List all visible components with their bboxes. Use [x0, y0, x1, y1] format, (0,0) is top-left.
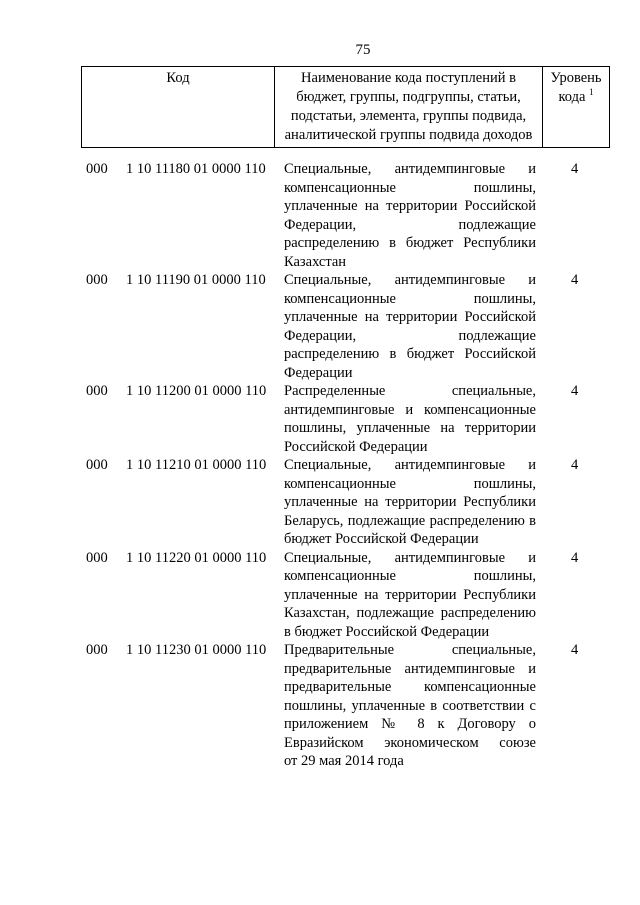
table-row [86, 382, 606, 456]
revenue-description [284, 160, 536, 271]
description-line: приложением № 8 к Договору о [284, 716, 536, 732]
code-level: 4 [571, 549, 579, 566]
header-level-word: кода [558, 89, 586, 105]
description-line: компенсационные пошлины, [284, 290, 536, 307]
description-line: предварительные компенсационные [284, 679, 536, 695]
description-line: уплаченные на территории Республики [284, 586, 536, 603]
description-line: уплаченные на территории Российской [284, 309, 536, 325]
revenue-description [284, 382, 536, 456]
revenue-code: 1 10 11230 01 0000 110 [126, 642, 267, 658]
description-line: Специальные, антидемпинговые и [284, 272, 536, 288]
code-level: 4 [571, 457, 579, 473]
table-row [86, 641, 606, 771]
description-line: Специальные, антидемпинговые и [284, 549, 536, 566]
revenue-code: 1 10 11200 01 0000 110 [126, 383, 267, 399]
description-line: Специальные, антидемпинговые и [284, 457, 536, 473]
description-line: Казахстан [284, 253, 347, 270]
revenue-description [284, 456, 536, 549]
description-line: компенсационные пошлины, [284, 568, 536, 584]
revenue-description [284, 641, 536, 771]
admin-code: 000 [86, 383, 108, 399]
header-name [275, 67, 543, 148]
table-row [86, 271, 606, 382]
description-line: Предварительные специальные, [284, 642, 536, 658]
description-line: от 29 мая 2014 года [284, 753, 404, 769]
admin-code: 000 [86, 642, 108, 658]
page-number: 75 [355, 42, 371, 58]
revenue-code: 1 10 11210 01 0000 110 [126, 457, 267, 473]
revenue-description [284, 549, 536, 642]
description-line: Федерации [284, 364, 353, 381]
description-line: Евразийском экономическом союзе [284, 734, 536, 751]
header-level [543, 67, 610, 148]
description-line: Беларусь, подлежащие распределению в [284, 512, 536, 529]
description-line: уплаченные на территории Республики [284, 494, 536, 510]
header-name-line: подстатьи, элемента, группы подвида, [290, 108, 527, 124]
header-code: Код [82, 67, 275, 148]
description-line: уплаченные на территории Российской [284, 198, 536, 214]
revenue-code: 1 10 11220 01 0000 110 [126, 549, 267, 566]
description-line: Казахстан, подлежащие распределению [284, 605, 536, 621]
description-line: пошлины, уплаченные на территории [284, 420, 536, 436]
description-line: компенсационные пошлины, [284, 179, 536, 196]
admin-code: 000 [86, 457, 108, 473]
description-line: в бюджет Российской Федерации [284, 623, 490, 640]
description-line: Федерации, подлежащие [284, 216, 536, 233]
revenue-code: 1 10 11180 01 0000 110 [126, 161, 266, 177]
description-line: компенсационные пошлины, [284, 475, 536, 492]
header-name-line: Наименование кода поступлений в [301, 70, 516, 86]
code-level: 4 [571, 161, 579, 177]
header-name-line: аналитической группы подвида доходов [284, 127, 533, 143]
description-line: бюджет Российской Федерации [284, 531, 479, 547]
table-row [86, 160, 606, 271]
admin-code: 000 [86, 161, 108, 177]
description-line: антидемпинговые и компенсационные [284, 401, 536, 418]
description-line: распределению в бюджет Республики [284, 235, 536, 251]
code-list [86, 160, 606, 771]
description-line: Российской Федерации [284, 438, 428, 455]
revenue-description [284, 271, 536, 382]
admin-code: 000 [86, 272, 108, 288]
header-name-line: бюджет, группы, подгруппы, статьи, [296, 89, 521, 105]
code-level: 4 [571, 383, 579, 399]
header-level-line [543, 88, 609, 107]
table-row [86, 456, 606, 549]
table-row [86, 549, 606, 642]
description-line: Распределенные специальные, [284, 383, 536, 399]
table-header [81, 66, 610, 148]
header-level-line: Уровень [550, 70, 602, 86]
admin-code: 000 [86, 549, 108, 566]
description-line: распределению в бюджет Российской [284, 346, 536, 362]
revenue-code: 1 10 11190 01 0000 110 [126, 272, 266, 288]
description-line: предварительные антидемпинговые и [284, 660, 536, 677]
code-level: 4 [571, 642, 579, 658]
description-line: пошлины, уплаченные в соответствии с [284, 697, 536, 714]
description-line: Федерации, подлежащие [284, 327, 536, 344]
description-line: Специальные, антидемпинговые и [284, 161, 536, 177]
footnote-marker: 1 [589, 87, 594, 98]
code-level: 4 [571, 272, 579, 288]
